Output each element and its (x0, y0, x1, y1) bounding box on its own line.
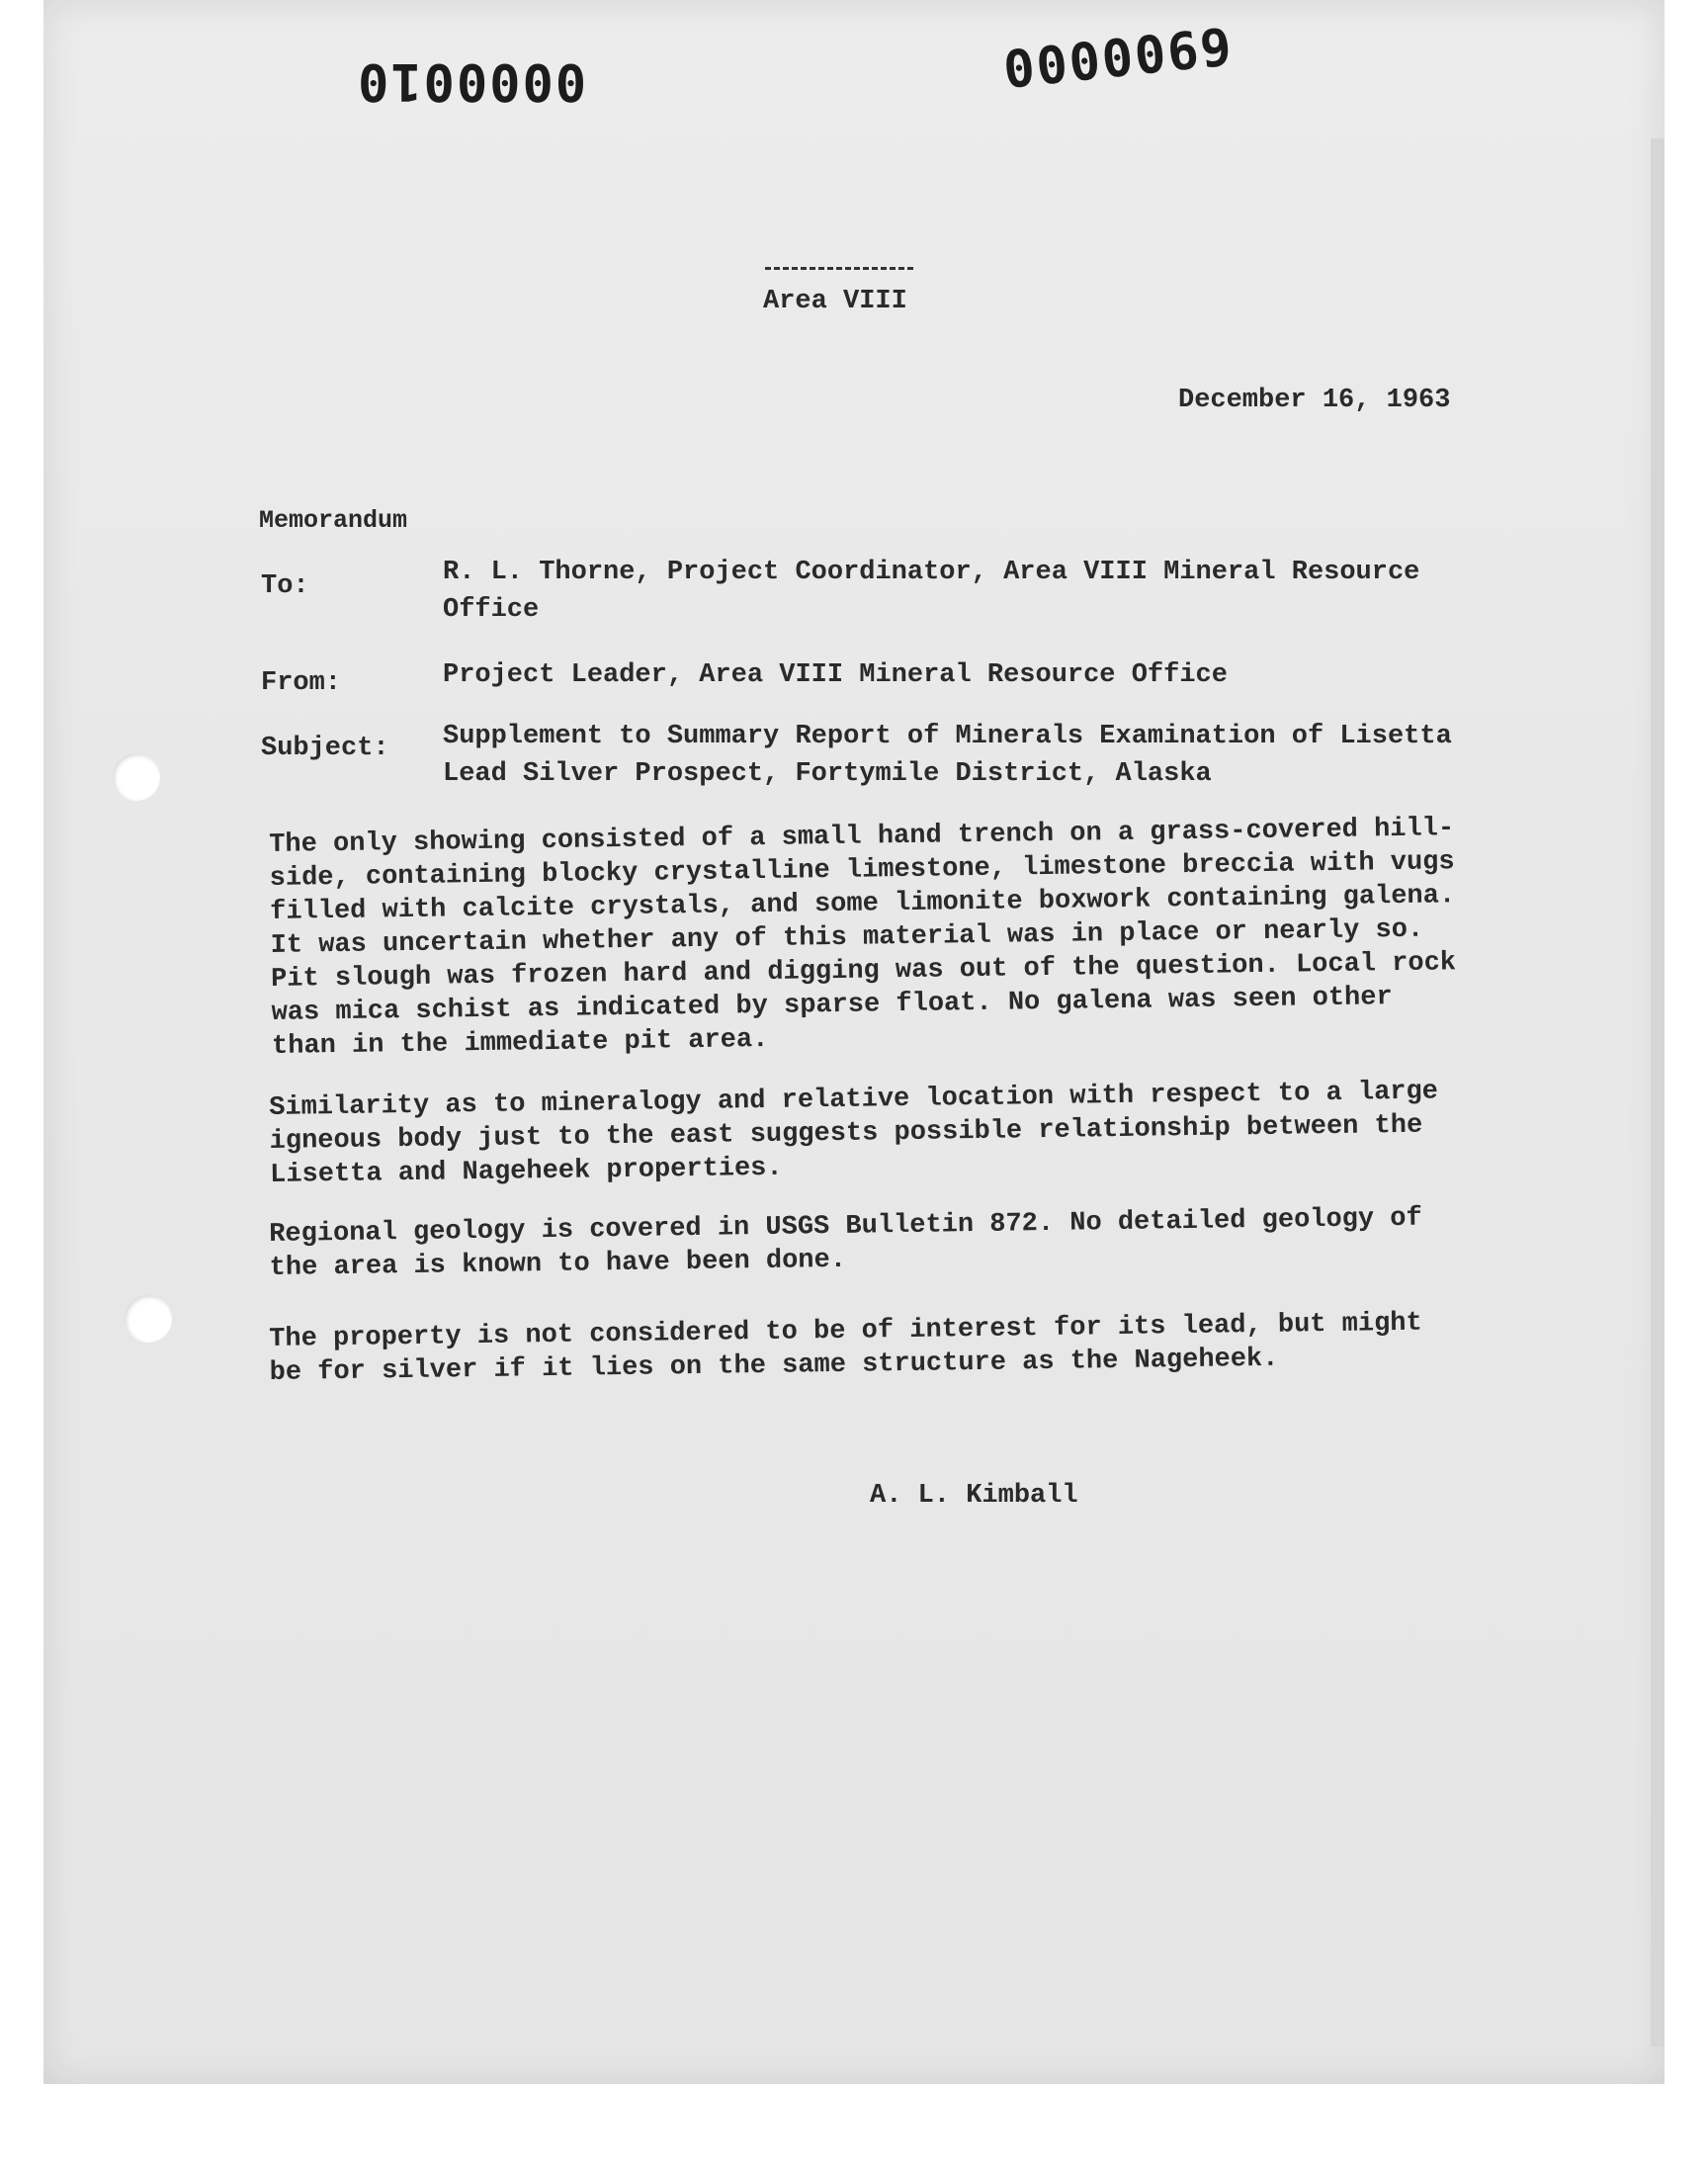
punch-hole (113, 753, 160, 801)
area-heading: Area VIII (763, 287, 907, 316)
signature: A. L. Kimball (870, 1481, 1078, 1511)
to-value: R. L. Thorne, Project Coordinator, Area VIII Mineral Resource Office (443, 558, 1420, 625)
from-value: Project Leader, Area VIII Mineral Resource Office (443, 660, 1228, 690)
subject-value: Supplement to Summary Report of Minerals Examination of Lisetta Lead Silver Prospect, Fortymile District, Alaska (443, 722, 1452, 789)
punch-hole (125, 1295, 172, 1343)
body-paragraph-3: Regional geology is covered in USGS Bulletin 872. No detailed geology of the area is known to have been done. (269, 1203, 1422, 1283)
body-paragraph-1: The only showing consisted of a small hand trench on a grass-covered hill- side, containing blocky crystalline limestone, limestone breccia with vugs filled with calcite crystals, and some limonite boxwork containing galena. It was uncertain whether any of this material was in place or nearly so. Pit slough was frozen hard and digging was out of the question. Local rock was mica schist as indicated by sparse float. No galena was seen other than in the immediate pit area. (269, 814, 1457, 1062)
subject-label: Subject: (261, 734, 389, 763)
stamp-number-left: 0000010 (356, 51, 587, 111)
memo-label: Memorandum (259, 506, 408, 535)
to-label: To: (261, 571, 309, 601)
sheet-edge-shadow (1651, 138, 1665, 2046)
stamp-number-right: 0000069 (1000, 17, 1237, 102)
from-label: From: (261, 668, 342, 698)
header-rule (765, 267, 913, 270)
memo-date: December 16, 1963 (1178, 386, 1451, 415)
body-paragraph-2: Similarity as to mineralogy and relative location with respect to a large igneous body just to the east suggests possible relationship between the Lisetta and Nageheek properties. (269, 1077, 1439, 1190)
body-paragraph-4: The property is not considered to be of interest for its lead, but might be for silver if it lies on the same structure as the Nageheek. (269, 1308, 1422, 1388)
